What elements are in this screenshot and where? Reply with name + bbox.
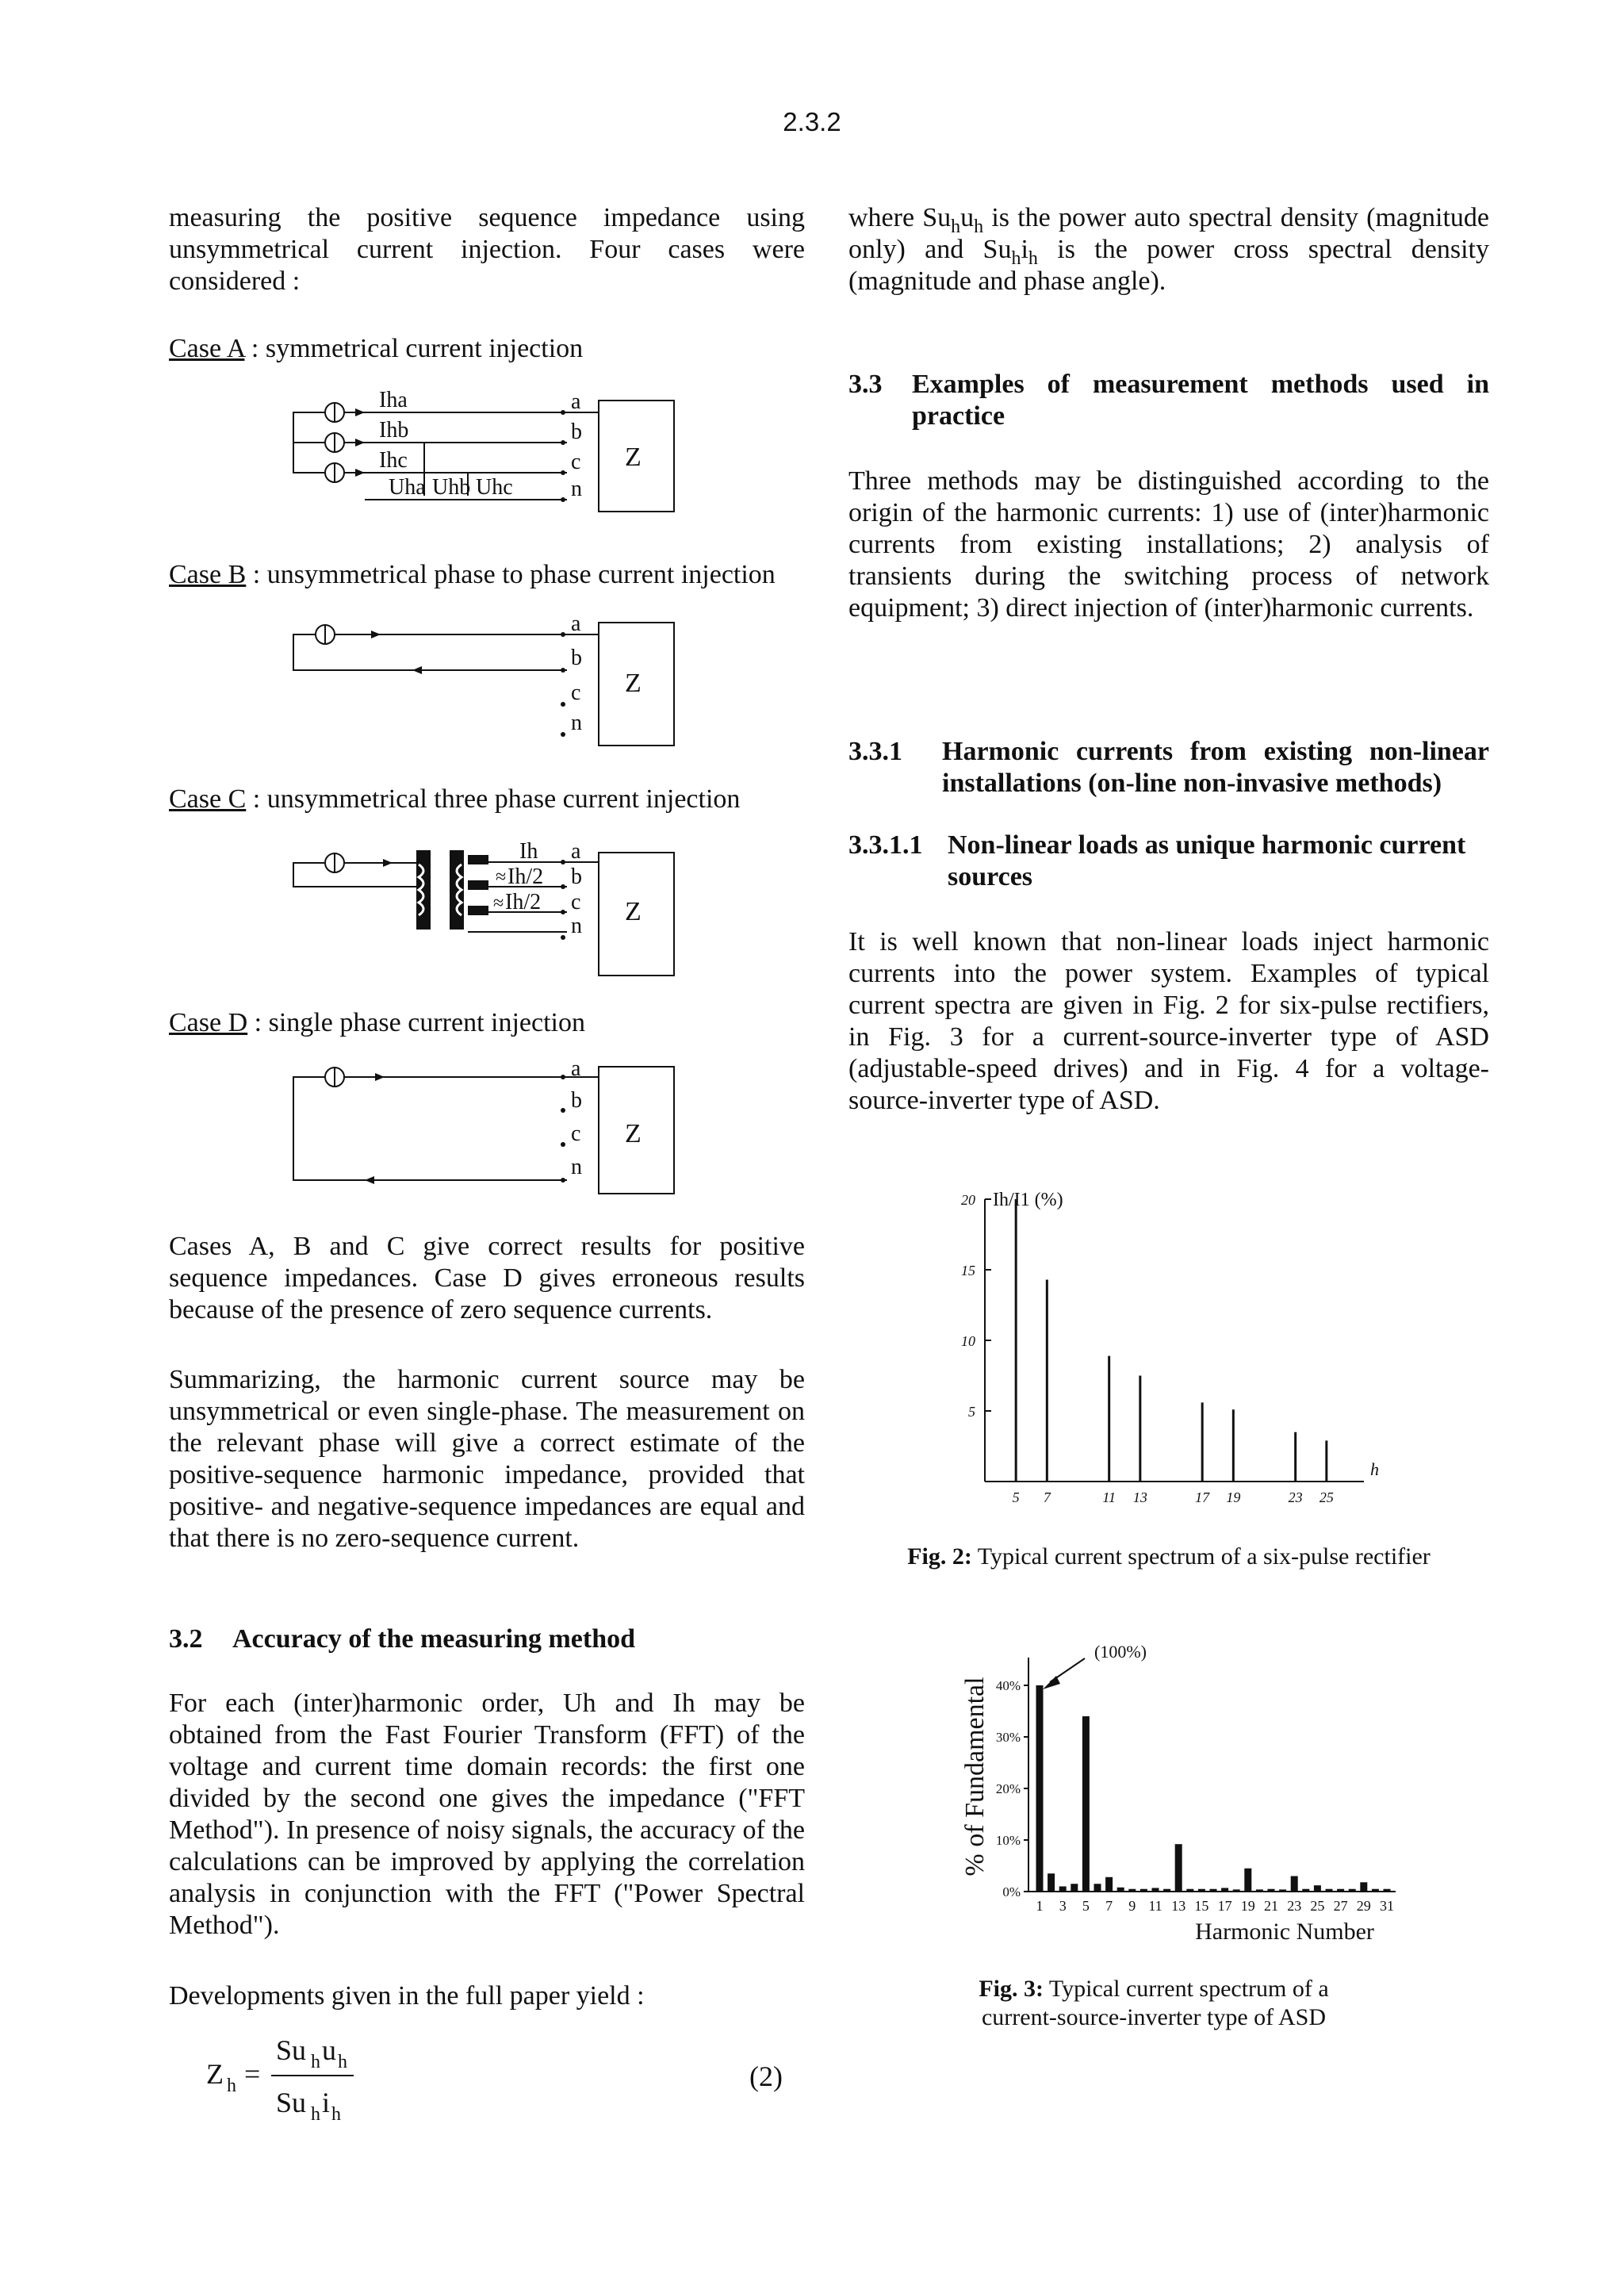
- diagram-b-n: n: [571, 711, 582, 735]
- section-3-3-1-title: Harmonic currents from existing non-linear installations (on-line non-invasive methods): [942, 737, 1489, 798]
- fig3-bar-h25: [1314, 1885, 1321, 1892]
- fig3-bar-h5: [1082, 1716, 1090, 1892]
- section-3-2-number: 3.2: [169, 1624, 203, 1654]
- fig2-xtick-25: 25: [1319, 1489, 1334, 1505]
- diagram-c-z: Z: [625, 897, 642, 926]
- fig2-xtick-13: 13: [1132, 1489, 1147, 1505]
- fig2-xtick-17: 17: [1195, 1489, 1210, 1505]
- case-c-name: Case C: [169, 784, 247, 814]
- diagram-a-ihb: Ihb: [379, 418, 409, 443]
- fig3-bar-h27: [1337, 1889, 1344, 1892]
- where-sub-1: h: [951, 216, 961, 237]
- case-b-desc: unsymmetrical phase to phase current injection: [266, 560, 776, 589]
- cases-result-paragraph: Cases A, B and C give correct results for positive sequence impedances. Case D gives erroneous results because of the presence of zero sequence currents.: [169, 1232, 805, 1324]
- case-d-diagram: [285, 1063, 698, 1198]
- diagram-a-iha: Iha: [379, 388, 408, 412]
- case-b-diagram: [285, 619, 698, 753]
- fig3-bar-h16: [1210, 1889, 1217, 1892]
- section-3-3-title: Examples of measurement methods used in practice: [912, 370, 1489, 431]
- case-a-name: Case A: [169, 334, 245, 363]
- equation-2: [198, 2026, 817, 2129]
- diagram-a-uha: Uha: [389, 475, 426, 500]
- diagram-c-ih: Ih: [519, 841, 538, 864]
- diagram-b-z: Z: [625, 669, 642, 698]
- diagram-c-ih2-b: Ih/2: [508, 864, 544, 889]
- developments-paragraph: Developments given in the full paper yield :: [169, 1981, 645, 2011]
- fig3-bar-h12: [1163, 1889, 1170, 1892]
- eq-den-sub2: h: [331, 2104, 341, 2125]
- where-part-4: i: [1021, 235, 1028, 264]
- diagram-c-n: n: [571, 914, 582, 938]
- fig3-bar-h7: [1105, 1877, 1113, 1892]
- case-b-label: [169, 559, 805, 591]
- section-3-3-number: 3.3: [848, 370, 883, 399]
- diagram-d-c: c: [571, 1121, 581, 1146]
- fig3-bar-h28: [1349, 1889, 1356, 1892]
- fig3-xtick-3: 3: [1059, 1898, 1067, 1914]
- fig3-bar-h31: [1384, 1889, 1391, 1892]
- fig3-bar-h19: [1244, 1869, 1251, 1892]
- fig3-bar-h15: [1198, 1889, 1205, 1892]
- fig3-bar-h9: [1128, 1889, 1136, 1892]
- fig3-bar-h24: [1302, 1889, 1309, 1892]
- fig2-caption-text: Typical current spectrum of a six-pulse rectifier: [971, 1543, 1431, 1570]
- fig3-bar-h26: [1326, 1889, 1333, 1892]
- fig3-chart: [944, 1614, 1419, 1947]
- diagram-a-z: Z: [625, 443, 642, 472]
- accuracy-paragraph: For each (inter)harmonic order, Uh and Ih may be obtained from the Fast Fourier Transform (FFT) of the voltage and current time domain records: the first one divided by the second one gives the impedance ("FFT Method"). In presence of noisy signals, the accuracy of the calculations can be improved by applying the correlation analysis in conjunction with the FFT ("Power Spectral Method").: [169, 1689, 805, 1940]
- fig3-bar-h14: [1186, 1889, 1193, 1892]
- fig2-xtick-23: 23: [1288, 1489, 1303, 1505]
- fig3-ylabel: % of Fundamental: [960, 1677, 990, 1876]
- diagram-b-c: c: [571, 680, 581, 705]
- fig2-caption-label: Fig. 2:: [907, 1543, 972, 1570]
- fig3-xtick-17: 17: [1217, 1898, 1232, 1914]
- fig3-ytick-20: 20%: [995, 1781, 1021, 1796]
- fig2-ytick-15: 15: [961, 1263, 975, 1278]
- case-b-sep: :: [246, 560, 267, 589]
- where-part-1: where Su: [848, 203, 952, 232]
- case-c-label: [169, 784, 805, 815]
- diagram-d-n: n: [571, 1155, 582, 1179]
- where-sub-3: h: [1011, 247, 1021, 269]
- fig3-ytick-0: 0%: [1002, 1884, 1021, 1899]
- case-a-desc: symmetrical current injection: [265, 334, 584, 363]
- fig2-caption: [848, 1543, 1489, 1571]
- fig3-annotation: (100%): [1094, 1642, 1147, 1662]
- fig3-xtick-1: 1: [1036, 1898, 1044, 1914]
- section-3-3-1-1-title: Non-linear loads as unique harmonic current sources: [948, 830, 1466, 891]
- fig3-bar-h4: [1071, 1884, 1078, 1892]
- fig3-xtick-19: 19: [1240, 1898, 1255, 1914]
- section-3-3-1-number: 3.3.1: [848, 737, 902, 766]
- case-d-label: [169, 1007, 805, 1039]
- fig2-ytick-10: 10: [961, 1333, 975, 1349]
- eq-den-i: i: [322, 2087, 331, 2118]
- fig3-bar-h3: [1059, 1887, 1067, 1892]
- fig3-bar-h23: [1291, 1876, 1298, 1892]
- eq-lhs: Z: [206, 2058, 224, 2090]
- fig3-xtick-31: 31: [1380, 1898, 1394, 1914]
- fig3-xlabel: Harmonic Number: [1195, 1919, 1374, 1945]
- fig2-xtick-7: 7: [1043, 1489, 1051, 1505]
- eq-sign: =: [244, 2058, 261, 2090]
- diagram-d-z: Z: [625, 1119, 642, 1148]
- diagram-c-b: b: [571, 864, 582, 889]
- eq-number: (2): [749, 2060, 783, 2092]
- fig3-xtick-11: 11: [1148, 1898, 1162, 1914]
- section-3-3-heading: [848, 369, 1489, 432]
- where-part-5: is the power cross spectral density (magnitude and phase angle).: [848, 235, 1489, 296]
- case-c-desc: unsymmetrical three phase current injection: [266, 784, 741, 814]
- diagram-a-a: a: [571, 389, 581, 414]
- fig2-xlabel: h: [1370, 1459, 1379, 1479]
- fig3-bar-h8: [1117, 1888, 1124, 1892]
- diagram-a-c: c: [571, 450, 581, 474]
- section-3-3-1-heading: [848, 736, 1489, 799]
- fig3-xtick-5: 5: [1082, 1898, 1090, 1914]
- diagram-a-uhb: Uhb: [432, 475, 471, 500]
- eq-num-sub1: h: [311, 2052, 320, 2072]
- case-c-sep: :: [246, 784, 267, 814]
- eq-num-u: u: [322, 2034, 336, 2066]
- fig3-ytick-10: 10%: [995, 1833, 1021, 1848]
- section-3-2-title: Accuracy of the measuring method: [232, 1624, 636, 1654]
- fig3-bar-h21: [1268, 1889, 1275, 1892]
- diagram-c-ih2-c: Ih/2: [505, 890, 542, 914]
- fig3-bar-h20: [1256, 1889, 1263, 1892]
- fig2-chart: [936, 1182, 1396, 1515]
- diagram-c-tilde-1: ≈: [496, 867, 507, 887]
- diagram-b-b: b: [571, 646, 582, 670]
- section-3-3-1-1-heading: [848, 830, 1489, 893]
- diagram-d-a: a: [571, 1063, 581, 1081]
- case-d-name: Case D: [169, 1008, 248, 1037]
- section-3-3-1-1-number: 3.3.1.1: [848, 830, 923, 860]
- section-3-2-heading: [169, 1623, 805, 1655]
- diagram-a-ihc: Ihc: [379, 448, 408, 473]
- fig3-xtick-7: 7: [1105, 1898, 1113, 1914]
- fig3-xtick-9: 9: [1128, 1898, 1136, 1914]
- fig3-bar-h13: [1175, 1844, 1182, 1892]
- eq-den-sub1: h: [311, 2104, 320, 2125]
- case-b-name: Case B: [169, 560, 247, 589]
- case-d-sep: :: [247, 1008, 269, 1037]
- case-d-desc: single phase current injection: [268, 1008, 585, 1037]
- where-sub-4: h: [1028, 247, 1038, 269]
- fig2-xtick-11: 11: [1102, 1489, 1116, 1505]
- fig3-xtick-27: 27: [1333, 1898, 1348, 1914]
- fig3-caption-line-2: current-source-inverter type of ASD: [981, 2004, 1326, 2030]
- diagram-c-c: c: [571, 890, 581, 914]
- page-number: 2.3.2: [783, 107, 841, 136]
- diagram-c-tilde-2: ≈: [493, 893, 504, 914]
- case-a-sep: :: [244, 334, 266, 363]
- fig3-xtick-15: 15: [1194, 1898, 1209, 1914]
- diagram-a-n: n: [571, 477, 582, 501]
- non-linear-paragraph: It is well known that non-linear loads inject harmonic currents into the power system. Examples of typical current spectra are given in Fig. 2 for six-pulse rectifiers, in Fig. 3 for a current-source-inverter type of ASD (adjustable-speed drives) and in Fig. 4 for a voltage-source-inverter type of ASD.: [848, 927, 1489, 1115]
- fig2-xtick-19: 19: [1226, 1489, 1241, 1505]
- case-c-diagram: [285, 841, 698, 983]
- where-part-2: u: [960, 203, 975, 232]
- case-a-diagram: [285, 385, 698, 527]
- diagram-a-b: b: [571, 420, 582, 444]
- fig3-xtick-13: 13: [1171, 1898, 1186, 1914]
- fig3-xtick-23: 23: [1287, 1898, 1302, 1914]
- fig3-xtick-21: 21: [1264, 1898, 1278, 1914]
- fig3-ytick-30: 30%: [995, 1730, 1021, 1745]
- fig3-bar-h29: [1360, 1882, 1367, 1892]
- fig3-bar-h2: [1048, 1873, 1055, 1892]
- eq-lhs-sub: h: [227, 2076, 236, 2096]
- fig2-ylabel: Ih/I1 (%): [993, 1190, 1063, 1210]
- fig3-bar-h18: [1233, 1889, 1240, 1892]
- fig3-ytick-40: 40%: [995, 1678, 1021, 1693]
- diagram-c-a: a: [571, 841, 581, 864]
- fig3-xtick-29: 29: [1356, 1898, 1371, 1914]
- eq-num-su: Su: [276, 2034, 307, 2066]
- where-part-3: is the power auto spectral density (magnitude only) and Su: [848, 203, 1490, 264]
- fig3-bar-h30: [1372, 1889, 1379, 1892]
- where-paragraph: [848, 202, 1489, 297]
- summary-paragraph: Summarizing, the harmonic current source may be unsymmetrical or even single-phase. The measurement on the relevant phase will give a correct estimate of the positive-sequence harmonic impedance, provided that positive- and negative-sequence impedances are equal and that there is no zero-sequence current.: [169, 1365, 805, 1553]
- fig3-caption-line-1: Typical current spectrum of a: [1043, 1976, 1329, 2002]
- eq-num-sub2: h: [338, 2052, 347, 2072]
- fig3-bar-h10: [1140, 1889, 1147, 1892]
- diagram-a-uhc: Uhc: [476, 475, 513, 500]
- where-sub-2: h: [974, 216, 984, 237]
- fig2-xtick-5: 5: [1012, 1489, 1020, 1505]
- fig3-bar-h1: [1036, 1685, 1044, 1892]
- diagram-b-a: a: [571, 619, 581, 636]
- case-a-label: [169, 333, 805, 365]
- eq-den-su: Su: [276, 2087, 307, 2118]
- three-methods-paragraph: Three methods may be distinguished according to the origin of the harmonic currents: 1) use of (inter)harmonic currents from existing installations; 2) analysis of transients during the switching process of network equipment; 3) direct injection of (inter)harmonic currents.: [848, 466, 1489, 623]
- fig2-ytick-20: 20: [961, 1192, 975, 1208]
- fig3-bar-h17: [1221, 1888, 1228, 1892]
- fig3-caption-label: Fig. 3:: [979, 1976, 1044, 2002]
- fig3-bar-h11: [1152, 1888, 1159, 1892]
- fig3-caption: [932, 1975, 1376, 2032]
- fig3-bar-h6: [1094, 1884, 1101, 1892]
- intro-paragraph: measuring the positive sequence impedance using unsymmetrical current injection. Four cases were considered :: [169, 203, 805, 296]
- diagram-d-b: b: [571, 1088, 582, 1113]
- fig3-xtick-25: 25: [1310, 1898, 1325, 1914]
- fig3-bar-h22: [1279, 1889, 1286, 1892]
- fig2-ytick-5: 5: [968, 1404, 975, 1420]
